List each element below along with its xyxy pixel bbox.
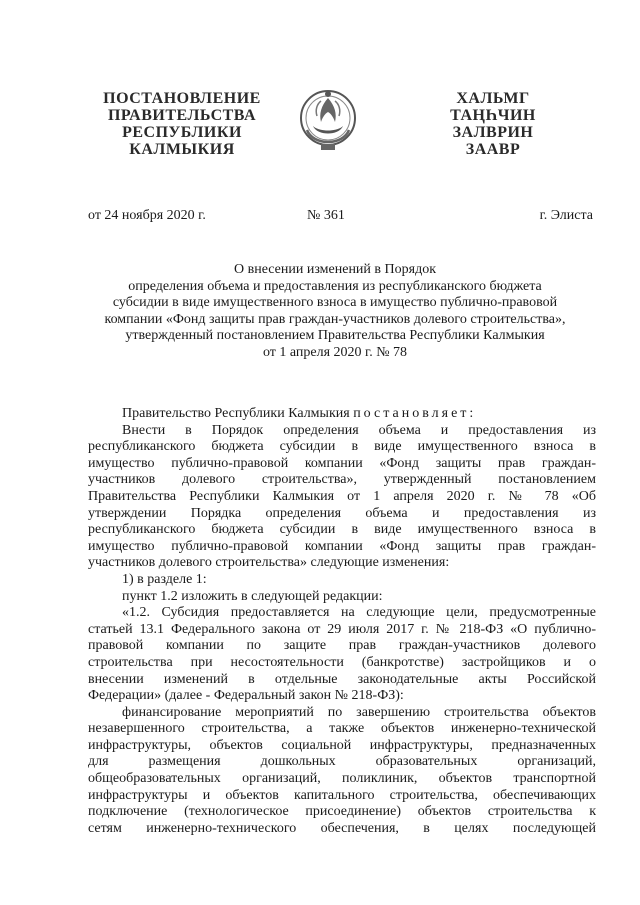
title-line: утвержденный постановлением Правительства Республики Калмыкия (125, 328, 545, 344)
document-city: г. Элиста (539, 208, 593, 223)
body-line: инфраструктуры и объектов капитального строительства, обеспечивающих (88, 787, 596, 803)
body-line: участников долевого строительства» следующие изменения: (88, 555, 450, 571)
body-line: Правительства Республики Калмыкия от 1 апреля 2020 г. № 78 «Об (88, 488, 596, 504)
body-line: статьей 13.1 Федерального закона от 29 июля 2017 г. № 218-ФЗ «О публично- (88, 621, 596, 637)
header-kalmyk (430, 90, 556, 158)
title-line: компании «Фонд защиты прав граждан-участников долевого строительства», (104, 311, 566, 327)
body-line: имущество публично-правовой компании «Фонд защиты прав граждан- (88, 538, 596, 554)
header-right-line: ЗААВР (465, 141, 521, 158)
body-line: инфраструктуры, объектов социальной инфраструктуры, предназначенных (88, 737, 596, 753)
body-line: общеобразовательных организаций, поликлиник, объектов транспортной (88, 771, 596, 787)
body-line: утверждении Порядка определения объема и предоставления из (88, 505, 596, 521)
body-line: подключение (технологическое присоединение) объектов строительства к (88, 804, 596, 820)
body-line: финансирование мероприятий по завершению строительства объектов (122, 704, 596, 720)
body-line: Федерации» (далее - Федеральный закон № 218-ФЗ): (88, 688, 404, 704)
body-line: Внести в Порядок определения объема и предоставления из (122, 422, 596, 438)
body-lines (88, 423, 596, 838)
preamble-verb: постановляет: (353, 406, 477, 421)
title-line: определения объема и предоставления из республиканского бюджета (128, 278, 542, 294)
body-line: сетям инженерно-технического обеспечения, в целях последующей (88, 820, 596, 836)
document-date: от 24 ноября 2020 г. (88, 208, 206, 223)
body-line: «1.2. Субсидия предоставляется на следующие цели, предусмотренные (122, 605, 596, 621)
body-line: внесении изменений в отдельные законодательные акты Российской (88, 671, 596, 687)
emblem-icon (299, 86, 357, 156)
title-line: от 1 апреля 2020 г. № 78 (262, 344, 408, 360)
header-left-line: РЕСПУБЛИКИ (122, 124, 242, 141)
header-left-line: ПОСТАНОВЛЕНИЕ (103, 90, 261, 107)
header-left-line: КАЛМЫКИЯ (129, 141, 235, 158)
document-number: № 361 (307, 208, 345, 223)
header-right-line: ТАҢҺЧИН (450, 107, 536, 124)
title-line: субсидии в виде имущественного взноса в имущество публично-правовой (112, 295, 558, 311)
preamble (88, 406, 596, 423)
body-line: незавершенного строительства, а также объектов инженерно-технической (88, 721, 596, 737)
header-russian (78, 90, 286, 158)
body-line: имущество публично-правовой компании «Фонд защиты прав граждан- (88, 455, 596, 471)
document-body (88, 406, 596, 837)
title-line: О внесении изменений в Порядок (233, 262, 436, 277)
body-line: республиканского бюджета субсидии в виде имущественного взноса в (88, 439, 596, 455)
body-line: для размещения дошкольных образовательных организаций, (88, 754, 596, 770)
body-line: пункт 1.2 изложить в следующей редакции: (122, 588, 383, 604)
body-line: республиканского бюджета субсидии в виде имущественного взноса в (88, 522, 596, 538)
body-line: 1) в разделе 1: (122, 571, 207, 587)
preamble-text: Правительство Республики Калмыкия (122, 406, 350, 421)
header-right-line: ХАЛЬМГ (456, 90, 530, 107)
body-line: строительства при несостоятельности (банкротстве) застройщиков и о (88, 654, 596, 670)
header-right-line: ЗАЛВРИН (452, 124, 534, 141)
document-title (80, 262, 590, 362)
body-line: участников долевого строительства», утвержденный постановлением (88, 472, 596, 488)
body-line: правовой компании по защите прав граждан-участников долевого (88, 638, 596, 654)
header-left-line: ПРАВИТЕЛЬСТВА (107, 107, 257, 124)
